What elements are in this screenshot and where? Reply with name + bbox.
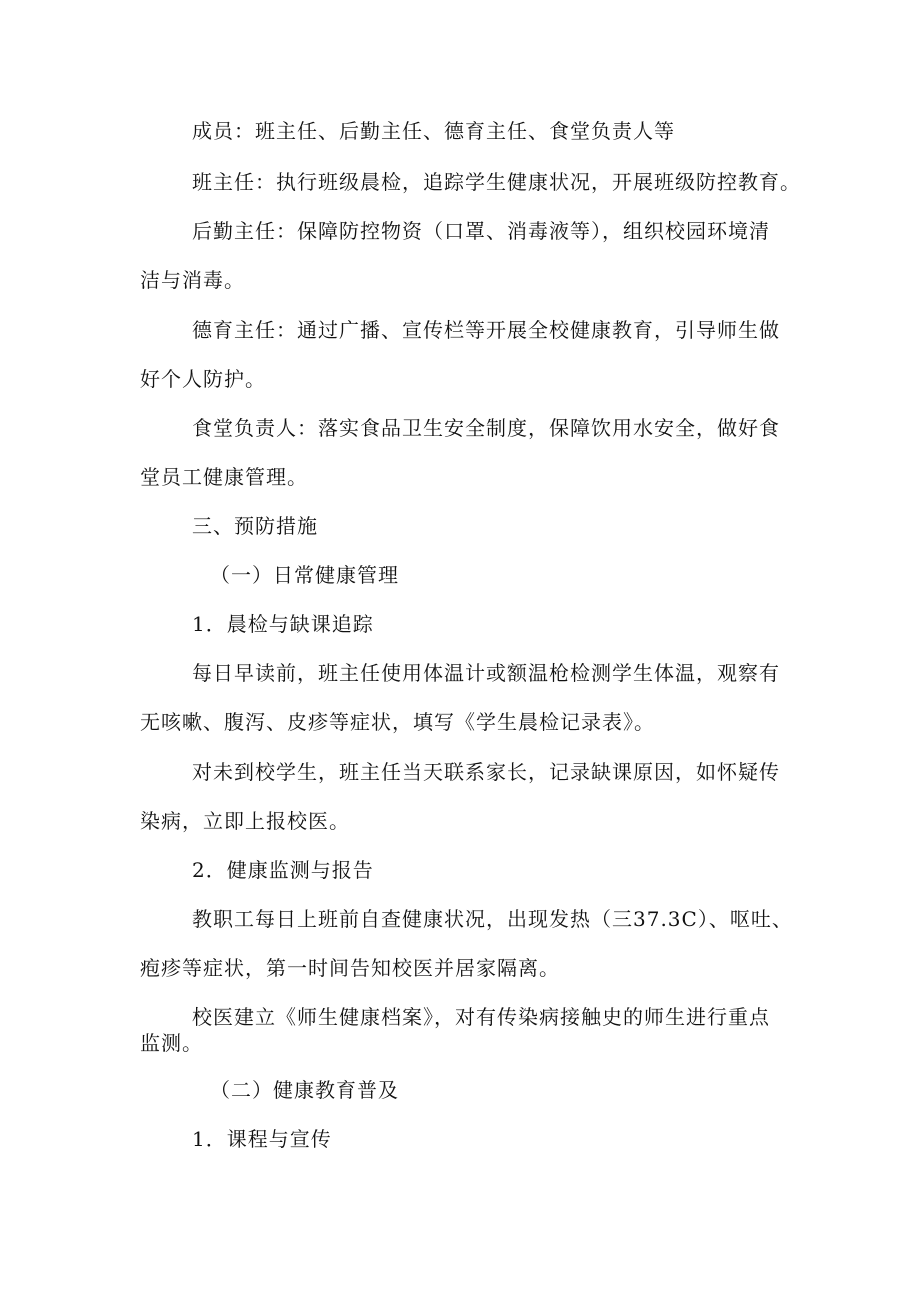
- paragraph-logistics-line2: 洁与消毒。: [140, 268, 245, 292]
- paragraph-class-teacher: 班主任：执行班级晨检，追踪学生健康状况，开展班级防控教育。: [192, 170, 801, 194]
- paragraph-morning-check-line2: 无咳嗽、腹泻、皮疹等症状，填写《学生晨检记录表》。: [140, 710, 655, 734]
- paragraph-moral-ed-line2: 好个人防护。: [140, 367, 266, 391]
- paragraph-morning-check-line1: 每日早读前，班主任使用体温计或额温枪检测学生体温，观察有: [192, 661, 780, 685]
- paragraph-absence-line2: 染病，立即上报校医。: [140, 809, 350, 833]
- paragraph-staff-check-line2: 疱疹等症状，第一时间告知校医并居家隔离。: [140, 956, 560, 980]
- item-heading-health-monitoring: 2．健康监测与报告: [192, 858, 374, 882]
- paragraph-moral-ed-line1: 德育主任：通过广播、宣传栏等开展全校健康教育，引导师生做: [192, 318, 780, 342]
- paragraph-canteen-line2: 堂员工健康管理。: [140, 465, 308, 489]
- subsection-heading-daily-health: （一）日常健康管理: [210, 563, 399, 587]
- paragraph-health-records-line1: 校医建立《师生健康档案》，对有传染病接触史的师生进行重点: [192, 1005, 770, 1029]
- paragraph-health-records-line2: 监测。: [140, 1031, 203, 1055]
- item-heading-morning-check: 1．晨检与缺课追踪: [192, 612, 374, 636]
- section-heading-prevention: 三、预防措施: [192, 514, 318, 538]
- paragraph-logistics-line1: 后勤主任：保障防控物资（口罩、消毒液等），组织校园环境清: [192, 219, 770, 243]
- paragraph-staff-check-line1: 教职工每日上班前自查健康状况，出现发热（三37.3C）、呕吐、: [192, 907, 793, 931]
- paragraph-absence-line1: 对未到校学生，班主任当天联系家长，记录缺课原因，如怀疑传: [192, 760, 780, 784]
- item-heading-courses-publicity: 1．课程与宣传: [192, 1127, 332, 1151]
- paragraph-members: 成员：班主任、后勤主任、德育主任、食堂负责人等: [192, 119, 675, 143]
- paragraph-canteen-line1: 食堂负责人：落实食品卫生安全制度，保障饮用水安全，做好食: [192, 416, 780, 440]
- subsection-heading-health-education: （二）健康教育普及: [210, 1078, 399, 1102]
